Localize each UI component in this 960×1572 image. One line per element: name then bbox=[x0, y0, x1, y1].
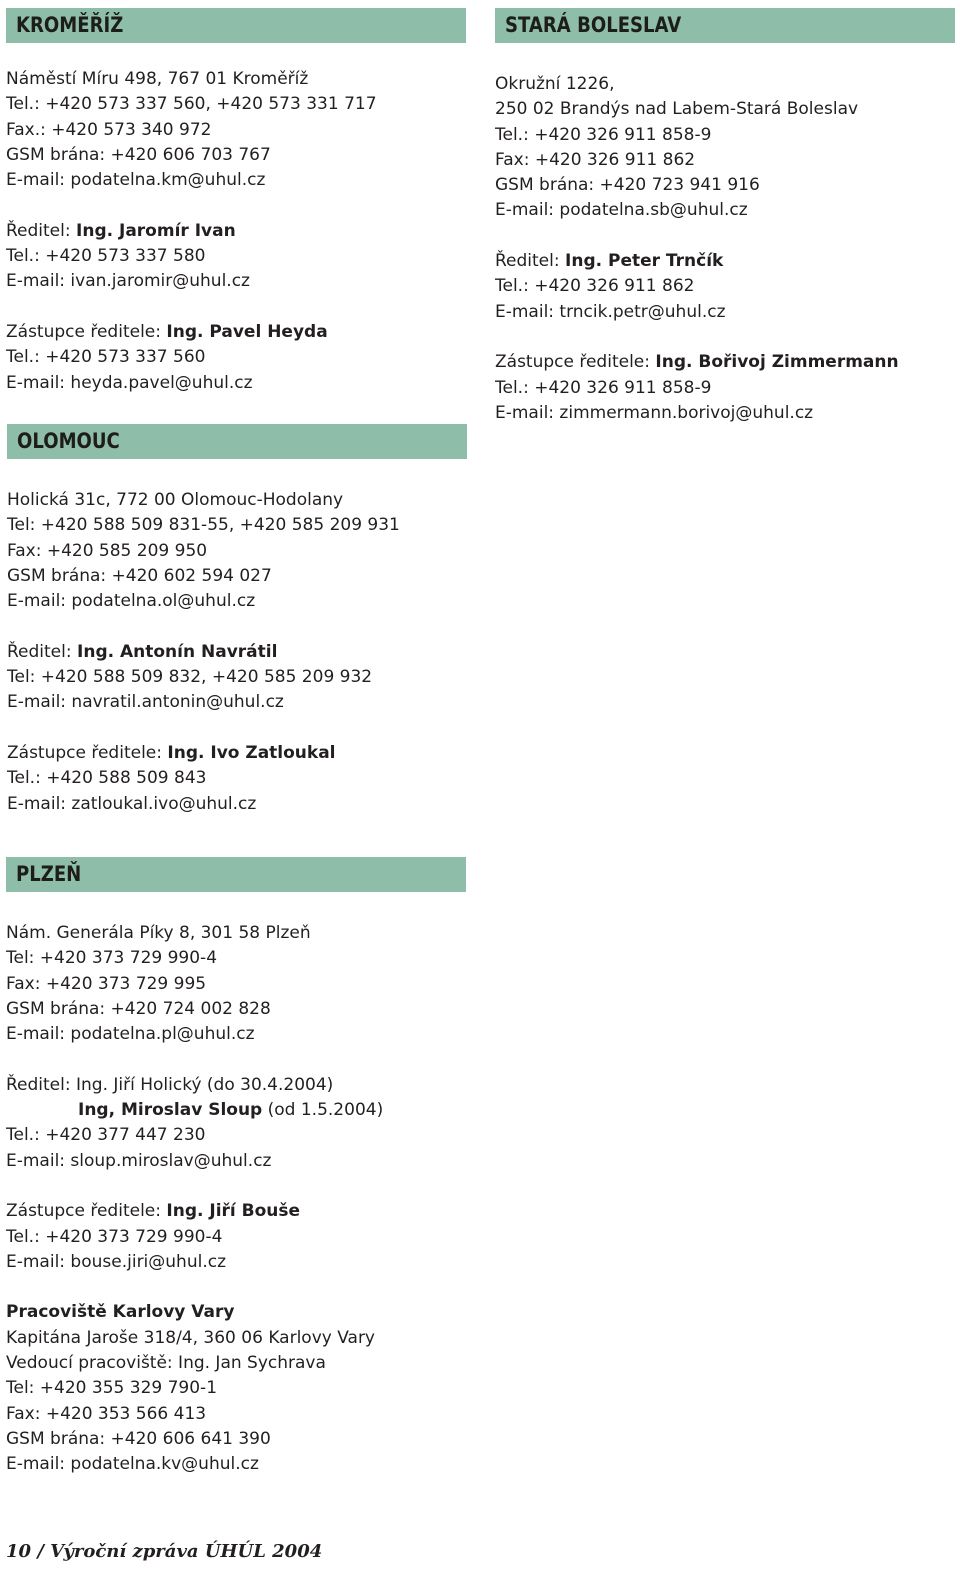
section-header-kromeriz bbox=[6, 8, 466, 43]
director-former: Ředitel: Ing. Jiří Holický (do 30.4.2004) bbox=[6, 1074, 334, 1095]
section-header-stara-boleslav bbox=[495, 8, 955, 43]
email: E-mail: podatelna.sb@uhul.cz bbox=[495, 200, 748, 221]
gsm-gateway: GSM brána: +420 723 941 916 bbox=[495, 175, 760, 196]
section-title-plzen: PLZEŇ bbox=[16, 862, 82, 886]
gsm-gateway: GSM brána: +420 606 703 767 bbox=[6, 144, 271, 165]
gsm-gateway: GSM brána: +420 602 594 027 bbox=[7, 565, 272, 586]
deputy-phone: Tel.: +420 573 337 560 bbox=[6, 347, 206, 368]
deputy-name: Ing. Pavel Heyda bbox=[166, 321, 328, 342]
branch-title-text: Pracoviště Karlovy Vary bbox=[6, 1302, 235, 1323]
section-title-kromeriz: KROMĚŘÍŽ bbox=[16, 13, 124, 37]
director-label: Ředitel: bbox=[6, 220, 77, 241]
section-header-olomouc bbox=[7, 424, 467, 459]
gsm-gateway: GSM brána: +420 724 002 828 bbox=[6, 998, 271, 1019]
email: E-mail: podatelna.pl@uhul.cz bbox=[6, 1024, 255, 1045]
director-current bbox=[6, 1098, 383, 1123]
page-footer: 10 / Výroční zpráva ÚHÚL 2004 bbox=[6, 1541, 323, 1562]
director-name: Ing. Peter Trnčík bbox=[565, 251, 724, 272]
phone: Tel.: +420 573 337 560, +420 573 331 717 bbox=[6, 94, 377, 115]
director-email: E-mail: ivan.jaromir@uhul.cz bbox=[6, 271, 250, 292]
branch-email: E-mail: podatelna.kv@uhul.cz bbox=[6, 1454, 259, 1475]
plzen-block bbox=[6, 921, 383, 1478]
director-name: Ing. Jaromír Ivan bbox=[76, 220, 236, 241]
deputy-email: E-mail: bouse.jiri@uhul.cz bbox=[6, 1251, 226, 1272]
phone: Tel: +420 588 509 831-55, +420 585 209 931 bbox=[7, 515, 400, 536]
deputy-phone: Tel.: +420 326 911 858-9 bbox=[495, 377, 712, 398]
branch-gsm-gateway: GSM brána: +420 606 641 390 bbox=[6, 1428, 271, 1449]
director-email: E-mail: navratil.antonin@uhul.cz bbox=[7, 692, 284, 713]
director-phone: Tel: +420 588 509 832, +420 585 209 932 bbox=[7, 667, 373, 688]
director-email: E-mail: trncik.petr@uhul.cz bbox=[495, 301, 726, 322]
director bbox=[495, 249, 899, 274]
section-header-plzen bbox=[6, 857, 466, 892]
deputy-name: Ing. Bořivoj Zimmermann bbox=[655, 352, 899, 373]
olomouc-block bbox=[7, 488, 400, 817]
deputy-label: Zástupce ředitele: bbox=[495, 352, 656, 373]
director bbox=[7, 640, 400, 665]
stara-boleslav-block bbox=[495, 72, 899, 426]
fax: Fax: +420 585 209 950 bbox=[7, 540, 208, 561]
address: Náměstí Míru 498, 767 01 Kroměříž bbox=[6, 69, 309, 89]
address: Nám. Generála Píky 8, 301 58 Plzeň bbox=[6, 923, 311, 943]
branch-phone: Tel: +420 355 329 790-1 bbox=[6, 1378, 218, 1399]
email: E-mail: podatelna.ol@uhul.cz bbox=[7, 591, 256, 612]
deputy-phone: Tel.: +420 373 729 990-4 bbox=[6, 1226, 223, 1247]
director-label: Ředitel: bbox=[495, 251, 566, 272]
section-title-olomouc: OLOMOUC bbox=[17, 429, 120, 453]
director-note: (od 1.5.2004) bbox=[262, 1100, 384, 1121]
deputy-email: E-mail: zimmermann.borivoj@uhul.cz bbox=[495, 402, 814, 423]
phone: Tel: +420 373 729 990-4 bbox=[6, 948, 218, 969]
director-phone: Tel.: +420 326 911 862 bbox=[495, 276, 695, 297]
address-line-1: Okružní 1226, bbox=[495, 74, 615, 94]
deputy-director bbox=[495, 350, 899, 375]
address: Holická 31c, 772 00 Olomouc-Hodolany bbox=[7, 490, 344, 510]
director bbox=[6, 219, 377, 244]
deputy-label: Zástupce ředitele: bbox=[6, 1201, 167, 1222]
director-name: Ing, Miroslav Sloup bbox=[78, 1100, 263, 1121]
director-label: Ředitel: bbox=[7, 641, 78, 662]
fax: Fax: +420 373 729 995 bbox=[6, 973, 207, 994]
fax: Fax.: +420 573 340 972 bbox=[6, 119, 212, 140]
deputy-email: E-mail: zatloukal.ivo@uhul.cz bbox=[7, 793, 257, 814]
deputy-name: Ing. Jiří Bouše bbox=[166, 1201, 301, 1222]
branch-head: Vedoucí pracoviště: Ing. Jan Sychrava bbox=[6, 1353, 326, 1374]
section-title-stara-boleslav: STARÁ BOLESLAV bbox=[505, 13, 682, 37]
phone: Tel.: +420 326 911 858-9 bbox=[495, 124, 712, 145]
deputy-label: Zástupce ředitele: bbox=[6, 321, 167, 342]
address-line-2: 250 02 Brandýs nad Labem-Stará Boleslav bbox=[495, 99, 859, 120]
deputy-director bbox=[6, 1199, 383, 1224]
deputy-director bbox=[6, 320, 377, 345]
director-phone: Tel.: +420 377 447 230 bbox=[6, 1125, 206, 1146]
kromeriz-block bbox=[6, 67, 377, 396]
branch-address: Kapitána Jaroše 318/4, 360 06 Karlovy Vary bbox=[6, 1327, 375, 1348]
deputy-label: Zástupce ředitele: bbox=[7, 742, 168, 763]
email: E-mail: podatelna.km@uhul.cz bbox=[6, 170, 266, 191]
deputy-director bbox=[7, 741, 400, 766]
fax: Fax: +420 326 911 862 bbox=[495, 149, 696, 170]
branch-title bbox=[6, 1300, 383, 1325]
director-name: Ing. Antonín Navrátil bbox=[77, 641, 278, 662]
deputy-email: E-mail: heyda.pavel@uhul.cz bbox=[6, 372, 253, 393]
branch-fax: Fax: +420 353 566 413 bbox=[6, 1403, 207, 1424]
director-phone: Tel.: +420 573 337 580 bbox=[6, 246, 206, 267]
director-email: E-mail: sloup.miroslav@uhul.cz bbox=[6, 1150, 272, 1171]
deputy-name: Ing. Ivo Zatloukal bbox=[167, 742, 336, 763]
deputy-phone: Tel.: +420 588 509 843 bbox=[7, 768, 207, 789]
